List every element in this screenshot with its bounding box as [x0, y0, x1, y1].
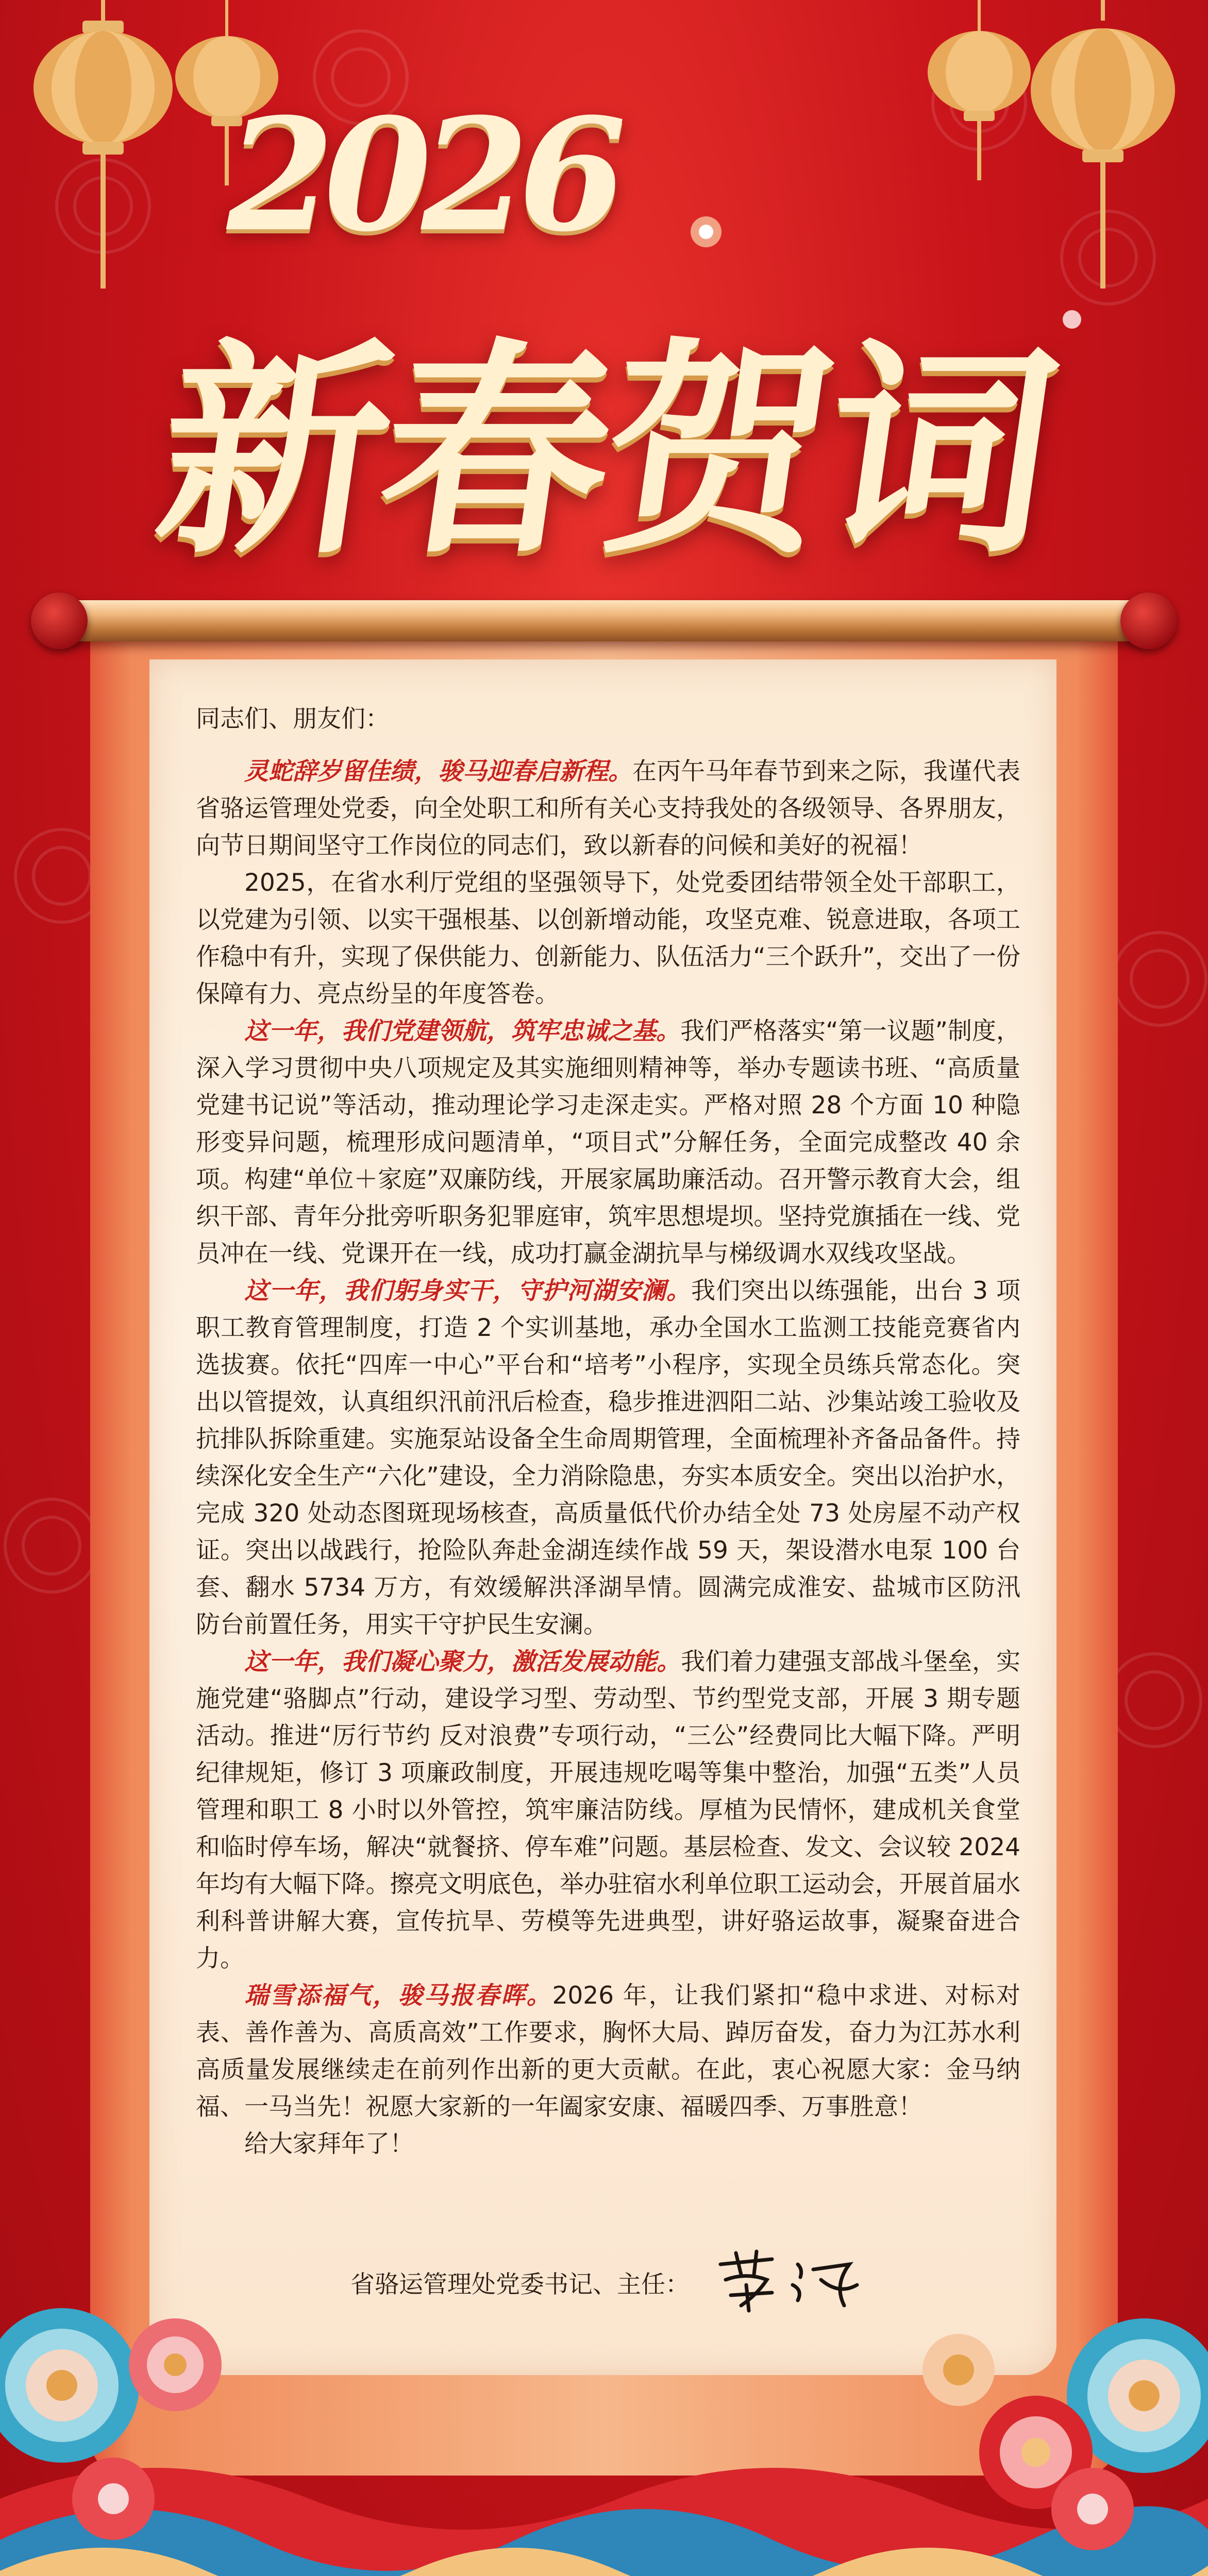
paragraph-text: 我们突出以练强能，出台 3 项职工教育管理制度，打造 2 个实训基地，承办全国水工监测工技能竞赛省内选拔赛。依托“四库一中心”平台和“培考”小程序，实现全员练兵常态化。突出以管提效，认真组织汛前汛后检查，稳步推进泗阳二站、沙集站竣工验收及抗排队拆除重建。实施泵站设备全生命周期管理，全面梳理补齐备品备件。持续深化安全生产“六化”建设，全力消除隐患，夯实本质安全。突出以治护水，完成 320 处动态图斑现场核查，高质量低代价办结全处 73 处房屋不动产权证。突出以战践行，抢险队奔赴金湖连续作战 59 天，架设潜水电泵 100 台套、翻水 5734 万方，有效缓解洪泽湖旱情。圆满完成淮安、盐城市区防汛防台前置任务，用实干守护民生安澜。 [196, 1277, 1020, 1639]
paragraph-text: 2025，在省水利厅党组的坚强领导下，处党委团结带领全处干部职工，以党建为引领、以实干强根基、以创新增动能，攻坚克难、锐意进取，各项工作稳中有升，实现了保供能力、创新能力、队伍活力“三个跃升”，交出了一份保障有力、亮点纷呈的年度答卷。 [196, 869, 1020, 1008]
paragraph-text: 在丙午马年春节到来之际，我谨代表省骆运管理处党委，向全处职工和所有关心支持我处的各级领导、各界朋友，向节日期间坚守工作岗位的同志们，致以新春的问候和美好的祝福！ [196, 757, 1020, 860]
paragraph-text: 我们严格落实“第一议题”制度，深入学习贯彻中央八项规定及其实施细则精神等，举办专题读书班、“高质量党建书记说”等活动，推动理论学习走深走实。严格对照 28 个方面 10 种隐形变异问题，梳理形成问题清单，“项目式”分解任务，全面完成整改 40 余项。构建“单位＋家庭”双廉防线，开展家属助廉活动。召开警示教育大会，组织干部、青年分批旁听职务犯罪庭审，筑牢思想堤坝。坚持党旗插在一线、党员冲在一线、党课开在一线，成功打赢金湖抗旱与梯级调水双线攻坚战。 [196, 1017, 1020, 1268]
paragraph-highlight: 这一年，我们党建领航，筑牢忠诚之基。 [244, 1017, 681, 1045]
paragraph-highlight: 瑞雪添福气，骏马报春晖。 [244, 1981, 552, 2010]
sparkle-icon [685, 211, 727, 252]
scroll-rod-cap-left [31, 592, 88, 649]
signature-label: 省骆运管理处党委书记、主任： [350, 2270, 690, 2299]
letter-paragraph [196, 1977, 1020, 2126]
letter-paragraph [196, 2126, 1020, 2163]
paragraph-text: 我们着力建强支部战斗堡垒，实施党建“骆脚点”行动，建设学习型、劳动型、节约型党支部，开展 3 期专题活动。推进“厉行节约 反对浪费”专项行动，“三公”经费同比大幅下降。严明纪律规矩，修订 3 项廉政制度，开展违规吃喝等集中整治，加强“五类”人员管理和职工 8 小时以外管控，筑牢廉洁防线。厚植为民情怀，建成机关食堂和临时停车场，解决“就餐挤、停车难”问题。基层检查、发文、会议较 2024 年均有大幅下降。擦亮文明底色，举办驻宿水利单位职工运动会，开展首届水利科普讲解大赛，宣传抗旱、劳模等先进典型，讲好骆运故事，凝聚奋进合力。 [196, 1648, 1021, 1973]
letter-paragraph [196, 1643, 1020, 1977]
paragraph-highlight: 灵蛇辞岁留佳绩，骏马迎春启新程。 [244, 757, 633, 786]
page-title: 新春贺词 [143, 318, 1068, 584]
letter-paragraph [196, 753, 1020, 865]
scroll-rod-cap-right [1120, 592, 1177, 649]
greeting-letter [196, 701, 1020, 2163]
year-heading: 2026 [227, 84, 616, 266]
letter-paragraph [196, 865, 1020, 1013]
letter-paragraph [196, 1013, 1020, 1273]
scroll-rod [46, 600, 1162, 641]
flower-wave-decoration [0, 2282, 1208, 2576]
paragraph-text: 2026 年，让我们紧扣“稳中求进、对标对表、善作善为、高质高效”工作要求，胸怀大局、踔厉奋发，奋力为江苏水利高质量发展继续走在前列作出新的更大贡献。在此，衷心祝愿大家：金马纳福、一马当先！祝愿大家新的一年阖家安康、福暖四季、万事胜意！ [196, 1981, 1020, 2121]
letter-paragraph [196, 1273, 1020, 1643]
letter-greeting: 同志们、朋友们： [196, 705, 390, 733]
paragraph-text: 给大家拜年了！ [244, 2130, 414, 2158]
paragraph-highlight: 这一年，我们躬身实干，守护河湖安澜。 [244, 1277, 692, 1305]
paragraph-highlight: 这一年，我们凝心聚力，激活发展动能。 [244, 1648, 681, 1676]
